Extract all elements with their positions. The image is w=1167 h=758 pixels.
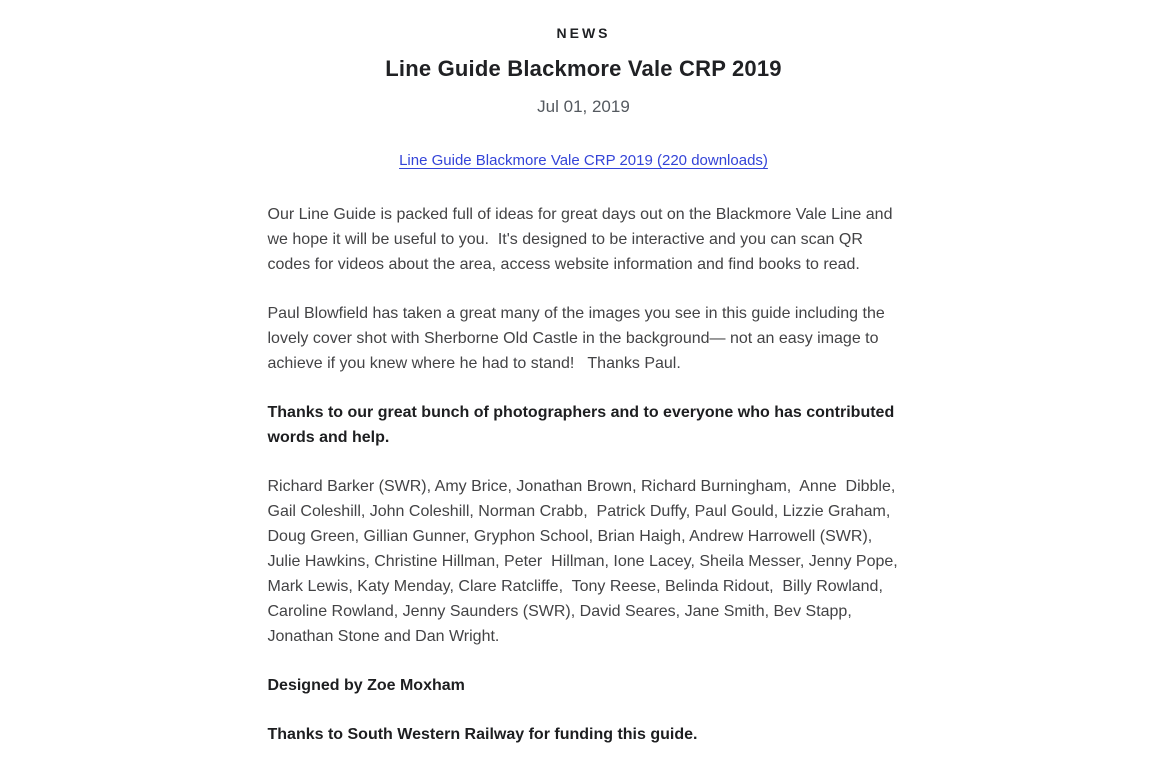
download-link[interactable]: Line Guide Blackmore Vale CRP 2019 (220 downloads): [399, 152, 768, 169]
paragraph-contributor-names: Richard Barker (SWR), Amy Brice, Jonathan Brown, Richard Burningham, Anne Dibble, Gail Coleshill, John Coleshill, Norman Crabb, Patrick Duffy, Paul Gould, Lizzie Graham, Doug Green, Gillian Gunner, Gryphon School, Brian Haigh, Andrew Harrowell (SWR), Julie Hawkins, Christine Hillman, Peter Hillman, Ione Lacey, Sheila Messer, Jenny Pope, Mark Lewis, Katy Menday, Clare Ratcliffe, Tony Reese, Belinda Ridout, Billy Rowland, Caroline Rowland, Jenny Saunders (SWR), David Seares, Jane Smith, Bev Stapp, Jonathan Stone and Dan Wright.: [267, 478, 903, 645]
paragraph-designer-credit: Designed by Zoe Moxham: [267, 677, 465, 694]
page-title: Line Guide Blackmore Vale CRP 2019: [385, 56, 782, 81]
news-article: [267, 0, 903, 747]
paragraph-intro: Our Line Guide is packed full of ideas for great days out on the Blackmore Vale Line and we hope it will be useful to you. It's designed to be interactive and you can scan QR codes for videos about the area, access website information and find books to read.: [267, 206, 897, 273]
paragraph-photographer-credit: Paul Blowfield has taken a great many of the images you see in this guide including the lovely cover shot with Sherborne Old Castle in the background— not an easy image to achieve if you knew where he had to stand! Thanks Paul.: [267, 305, 890, 372]
download-link-row: [268, 151, 900, 170]
paragraph-funding-credit: Thanks to South Western Railway for funding this guide.: [267, 726, 698, 743]
publish-date: Jul 01, 2019: [537, 97, 630, 116]
paragraph-thanks-photographers: Thanks to our great bunch of photographers and to everyone who has contributed words and help.: [267, 404, 899, 446]
news-kicker: NEWS: [556, 25, 611, 41]
article-body: [267, 202, 903, 747]
